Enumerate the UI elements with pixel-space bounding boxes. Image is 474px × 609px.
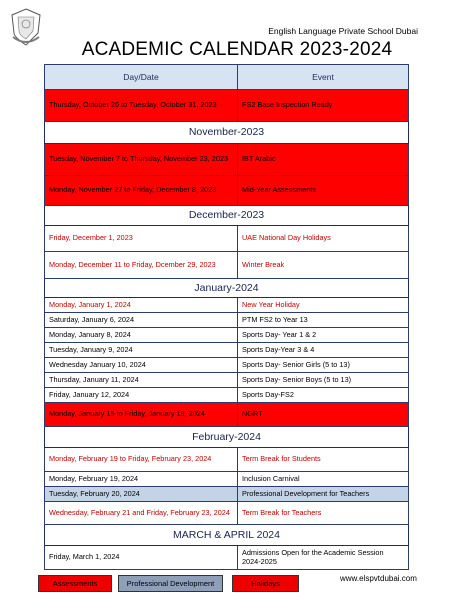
month-header-row: [45, 525, 409, 546]
date-cell: Saturday, January 6, 2024: [45, 313, 238, 328]
month-header-row: [45, 206, 409, 226]
month-label: February-2024: [45, 427, 409, 448]
legend-holidays: Holidays: [232, 575, 299, 592]
calendar-row: [45, 472, 409, 487]
event-cell: Term Break for Teachers: [238, 502, 409, 525]
table-header-row: [45, 65, 409, 90]
date-cell: Monday, January 8, 2024: [45, 328, 238, 343]
event-cell: Mid-Year Assessments: [238, 176, 409, 206]
date-cell: Monday, January 15 to Friday, January 19, 2024: [45, 403, 238, 427]
date-cell: Monday, February 19 to Friday, February 23, 2024: [45, 448, 238, 472]
event-cell: Admissions Open for the Academic Session 2024-2025: [238, 546, 409, 570]
date-cell: Monday, January 1, 2024: [45, 298, 238, 313]
calendar-row: [45, 403, 409, 427]
calendar-row: [45, 313, 409, 328]
event-cell: UAE National Day Holidays: [238, 226, 409, 252]
month-header-row: [45, 279, 409, 298]
month-header-row: [45, 427, 409, 448]
month-label: November-2023: [45, 122, 409, 144]
calendar-row: [45, 252, 409, 279]
calendar-row: [45, 388, 409, 403]
event-cell: Sports Day-FS2: [238, 388, 409, 403]
event-cell: New Year Holiday: [238, 298, 409, 313]
column-header-event: Event: [238, 65, 409, 90]
event-cell: Term Break for Students: [238, 448, 409, 472]
event-cell: Sports Day- Year 1 & 2: [238, 328, 409, 343]
date-cell: Thursday, October 26 to Tuesday, October 31, 2023: [45, 90, 238, 122]
month-label: MARCH & APRIL 2024: [45, 525, 409, 546]
calendar-row: [45, 546, 409, 570]
date-cell: Tuesday, January 9, 2024: [45, 343, 238, 358]
date-cell: Friday, December 1, 2023: [45, 226, 238, 252]
calendar-row: [45, 144, 409, 176]
date-cell: Friday, March 1, 2024: [45, 546, 238, 570]
date-cell: Monday, December 11 to Friday, Dcember 29, 2023: [45, 252, 238, 279]
column-header-day: Day/Date: [45, 65, 238, 90]
school-name: English Language Private School Dubai: [268, 26, 418, 36]
calendar-row: [45, 90, 409, 122]
event-cell: Inclusion Carnival: [238, 472, 409, 487]
legend-assessments: Assessments: [38, 575, 112, 592]
event-cell: Professional Development for Teachers: [238, 487, 409, 502]
date-cell: Monday, November 27 to Friday, December 8, 2023: [45, 176, 238, 206]
calendar-row: [45, 502, 409, 525]
calendar-row: [45, 176, 409, 206]
date-cell: Tuesday, November 7 to Thursday, November 23, 2023: [45, 144, 238, 176]
event-cell: Sports Day- Senior Girls (5 to 13): [238, 358, 409, 373]
month-label: January-2024: [45, 279, 409, 298]
date-cell: Thursday, January 11, 2024: [45, 373, 238, 388]
event-cell: Sports Day- Senior Boys (5 to 13): [238, 373, 409, 388]
date-cell: Wednesday, February 21 and Friday, February 23, 2024: [45, 502, 238, 525]
event-cell: PTM FS2 to Year 13: [238, 313, 409, 328]
legend-professional-development: Professional Development: [118, 575, 223, 592]
event-cell: FS2 Base Inspection Ready: [238, 90, 409, 122]
calendar-row: [45, 328, 409, 343]
calendar-row: [45, 298, 409, 313]
date-cell: Friday, January 12, 2024: [45, 388, 238, 403]
date-cell: Monday, February 19, 2024: [45, 472, 238, 487]
calendar-row: [45, 373, 409, 388]
calendar-row: [45, 487, 409, 502]
date-cell: Wednesday January 10, 2024: [45, 358, 238, 373]
calendar-row: [45, 358, 409, 373]
month-label: December-2023: [45, 206, 409, 226]
calendar-table: [44, 64, 409, 570]
calendar-row: [45, 448, 409, 472]
event-cell: IBT Arabic: [238, 144, 409, 176]
calendar-row: [45, 343, 409, 358]
date-cell: Tuesday, February 20, 2024: [45, 487, 238, 502]
calendar-row: [45, 226, 409, 252]
page-title: ACADEMIC CALENDAR 2023-2024: [81, 39, 393, 60]
website-link[interactable]: www.elspvtdubai.com: [340, 574, 417, 583]
month-header-row: [45, 122, 409, 144]
event-cell: NGRT: [238, 403, 409, 427]
event-cell: Winter Break: [238, 252, 409, 279]
event-cell: Sports Day-Year 3 & 4: [238, 343, 409, 358]
